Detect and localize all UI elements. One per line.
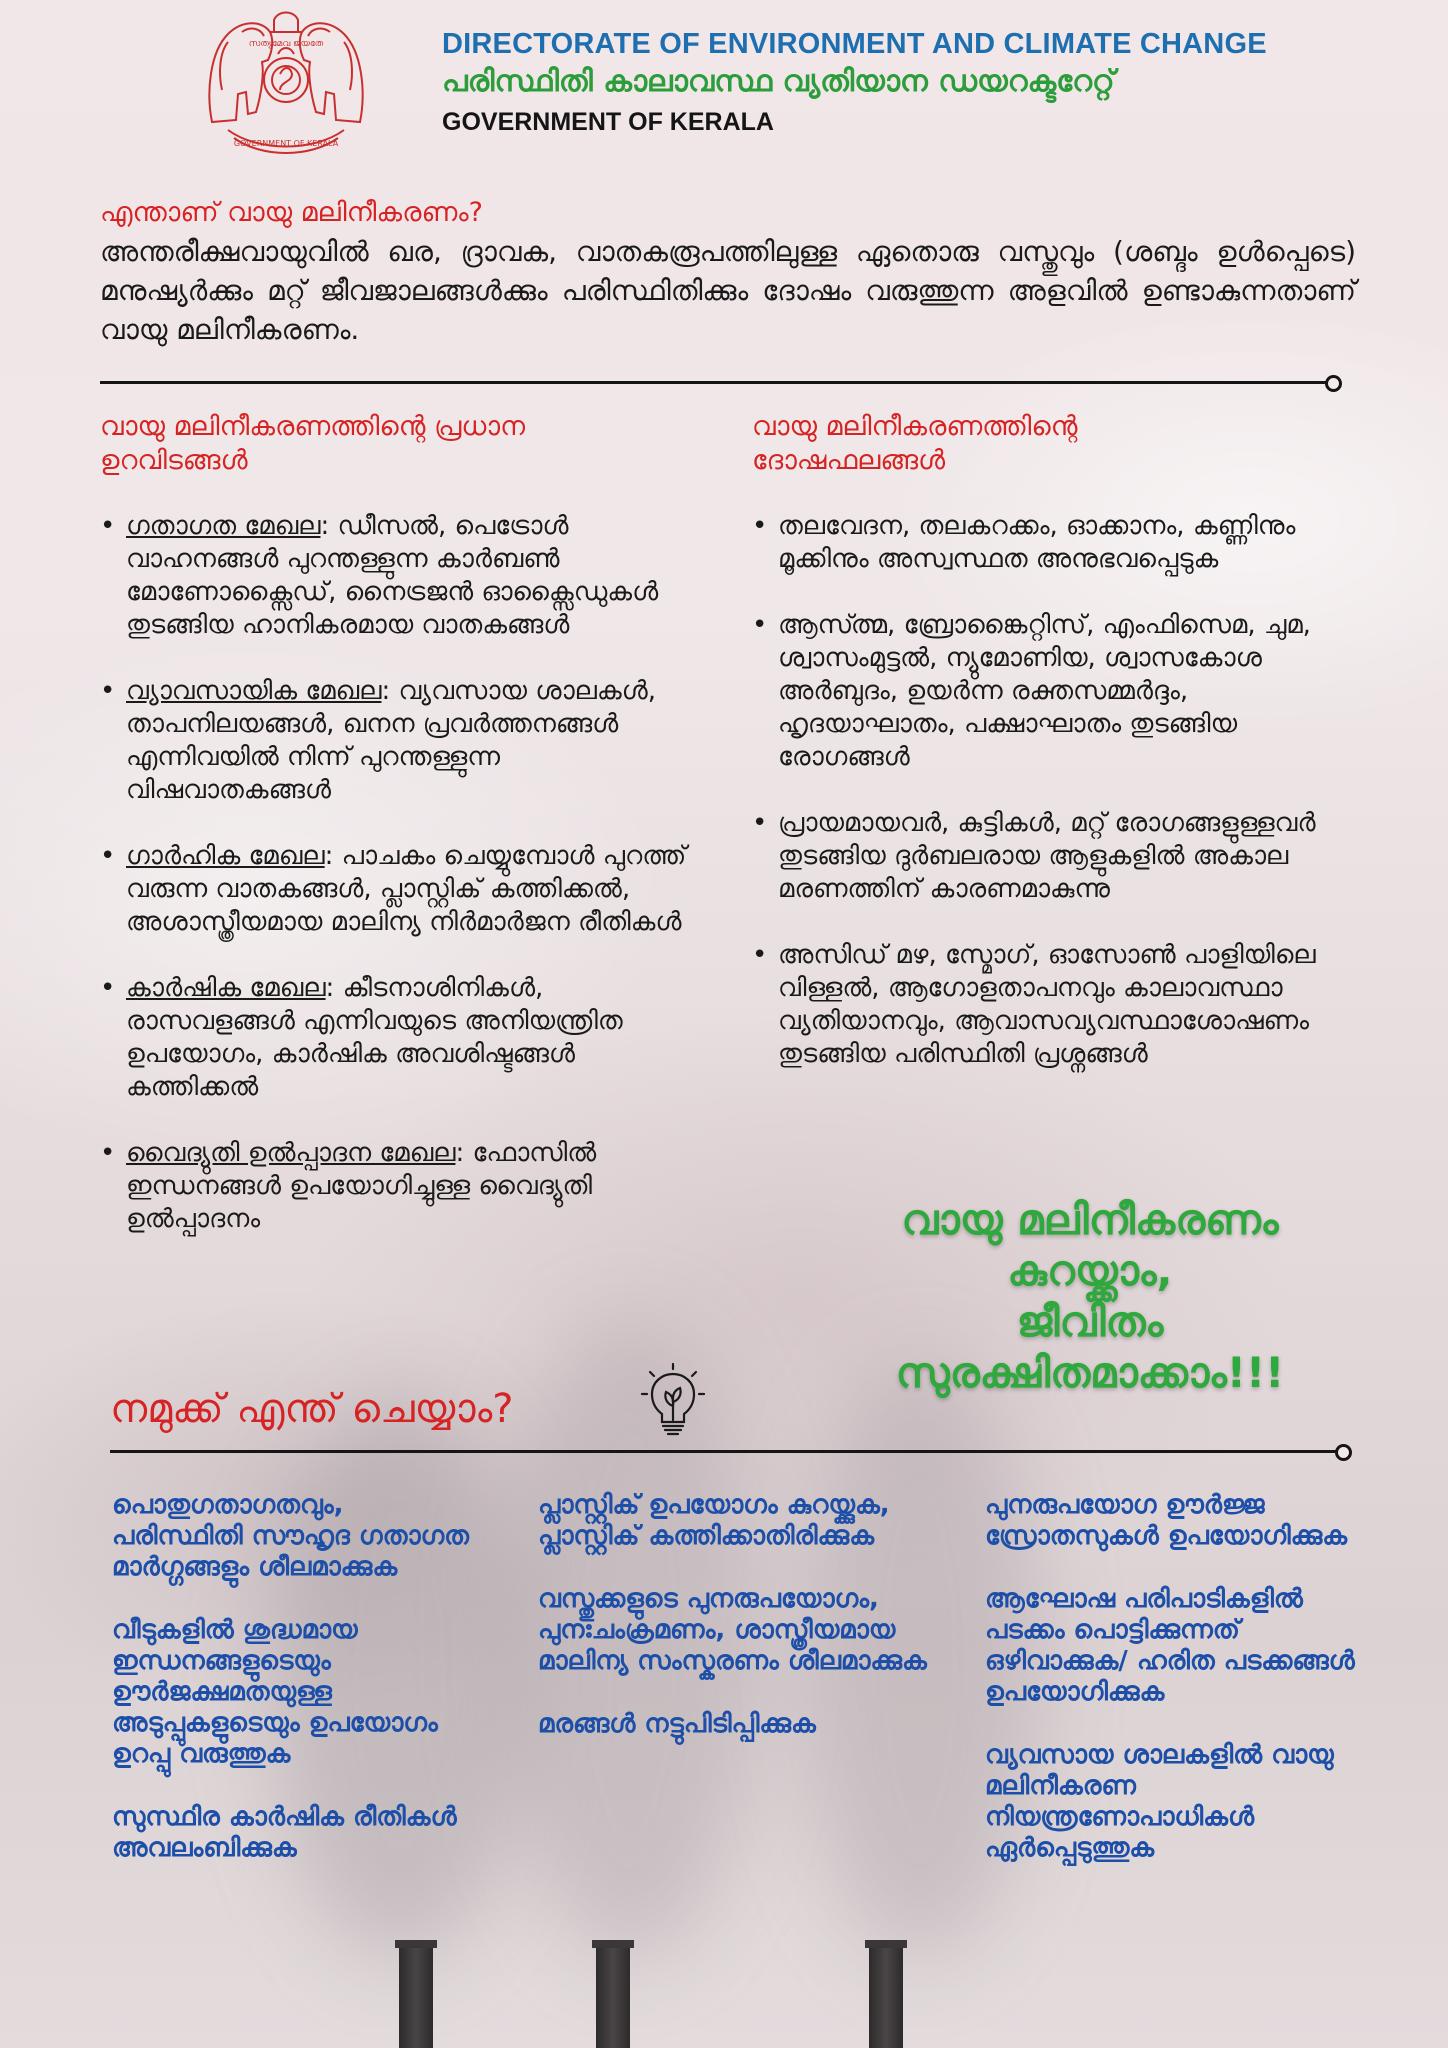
chimney: [399, 1940, 433, 2048]
action-item: മരങ്ങൾ നട്ടുപിടിപ്പിക്കുക: [538, 1709, 816, 1739]
list-item: • തലവേദന, തലകറക്കം, ഓക്കാനം, കണ്ണിനും മൂക്കിനും അസ്വസ്ഥത അനുഭവപ്പെടുക: [752, 510, 1372, 576]
source-term: ഗതാഗത മേഖല: [126, 511, 321, 541]
list-item: [100, 510, 700, 642]
action-item: പൊതുഗതാഗതവും, പരിസ്ഥിതി സൗഹൃദ ഗതാഗത മാർഗ്ഗങ്ങളും ശീലമാക്കുക: [112, 1490, 469, 1582]
svg-text:GOVERNMENT OF KERALA: GOVERNMENT OF KERALA: [233, 139, 339, 148]
what-can-we-do-heading: നമുക്ക് എന്ത് ചെയ്യാം?: [110, 1386, 514, 1432]
source-text: : പാചകം ചെയ്യുമ്പോൾ പുറത്ത് വരുന്ന വാതകങ്ങൾ, പ്ലാസ്റ്റിക് കത്തിക്കൽ, അശാസ്ത്രീയമായ മാലിന്യ നിർമാർജന രീതികൾ: [126, 841, 687, 937]
actions-column-2: [538, 1490, 938, 1772]
chimney: [596, 1940, 630, 2048]
slogan-line3: ജീവിതം: [1016, 1297, 1164, 1346]
section-divider: [100, 381, 1332, 384]
intro-text: അന്തരീക്ഷവായുവിൽ ഖര, ദ്രാവക, വാതകരൂപത്തിലുള്ള ഏതൊരു വസ്തുവും (ശബ്ദം ഉൾപ്പെടെ) മനുഷ്യർക്കും മറ്റ് ജീവജാലങ്ങൾക്കും പരിസ്ഥിതിക്കും ദോഷം വരുത്തുന്ന അളവിൽ ഉണ്ടാകുന്നതാണ് വായു മലിനീകരണം.: [100, 235, 1356, 346]
section-divider: [110, 1450, 1342, 1453]
list-item: [100, 840, 700, 939]
svg-text:സത്യമേവ ജയതേ: സത്യമേവ ജയതേ: [248, 39, 324, 49]
list-item: [100, 972, 700, 1104]
effects-list: [752, 510, 1372, 1104]
slogan-line2: കുറയ്ക്കാം,: [1007, 1246, 1173, 1295]
source-text: : ഫോസിൽ ഇന്ധനങ്ങൾ ഉപയോഗിച്ചുള്ള വൈദ്യുതി ഉൽപ്പാദനം: [126, 1138, 597, 1234]
source-text: : വ്യവസായ ശാലകൾ, താപനിലയങ്ങൾ, ഖനന പ്രവർത്തനങ്ങൾ എന്നിവയിൽ നിന്ന് പുറന്തള്ളുന്ന വിഷവാതകങ്ങൾ: [126, 676, 657, 805]
sources-list: [100, 510, 700, 1269]
effects-heading-line1: വായു മലിനീകരണത്തിന്റെ: [752, 411, 1078, 442]
effects-heading-line2: ദോഷഫലങ്ങൾ: [752, 445, 946, 476]
directorate-title-english: DIRECTORATE OF ENVIRONMENT AND CLIMATE CHANGE: [442, 28, 1267, 60]
action-item: വസ്തുക്കളുടെ പുനരുപയോഗം, പുനഃചംക്രമണം, ശാസ്ത്രീയമായ മാലിന്യ സംസ്കരണം ശീലമാക്കുക: [538, 1584, 927, 1676]
action-item: ആഘോഷ പരിപാടികളിൽ പടക്കം പൊട്ടിക്കുന്നത് ഒഴിവാക്കുക/ ഹരിത പടക്കങ്ങൾ ഉപയോഗിക്കുക: [985, 1584, 1355, 1707]
source-term: വൈദ്യുതി ഉൽപ്പാദന മേഖല: [126, 1138, 456, 1168]
list-item: • പ്രായമായവർ, കുട്ടികൾ, മറ്റ് രോഗങ്ങളുള്ളവർ തുടങ്ങിയ ദുർബലരായ ആളുകളിൽ അകാല മരണത്തിന് കാരണമാകുന്നു: [752, 807, 1372, 906]
action-item: വ്യവസായ ശാലകളിൽ വായു മലിനീകരണ നിയന്ത്രണോപാധികൾ ഏർപ്പെടുത്തുക: [985, 1740, 1334, 1863]
header: [0, 0, 1448, 170]
list-item: [100, 1137, 700, 1236]
list-item: • അസിഡ് മഴ, സ്മോഗ്, ഓസോൺ പാളിയിലെ വിള്ളൽ, ആഗോളതാപനവും കാലാവസ്ഥാ വ്യതിയാനവും, ആവാസവ്യവസ്ഥാശോഷണം തുടങ്ങിയ പരിസ്ഥിതി പ്രശ്നങ്ങൾ: [752, 939, 1372, 1071]
source-term: ഗാർഹിക മേഖല: [126, 841, 325, 871]
action-item: പ്ലാസ്റ്റിക് ഉപയോഗം കുറയ്ക്കുക, പ്ലാസ്റ്റിക് കത്തിക്കാതിരിക്കുക: [538, 1490, 890, 1551]
directorate-title-malayalam: പരിസ്ഥിതി കാലാവസ്ഥ വ്യതിയാന ഡയറക്ടറേറ്റ്: [442, 64, 1115, 99]
list-item: [100, 675, 700, 807]
actions-column-1: [112, 1490, 472, 1896]
source-term: കാർഷിക മേഖല: [126, 973, 326, 1003]
effects-heading: [752, 410, 1077, 478]
source-text: : ഡീസൽ, പെട്രോൾ വാഹനങ്ങൾ പുറന്തള്ളുന്ന കാർബൺ മോണോക്സൈഡ്, നൈട്രജൻ ഓക്സൈഡുകൾ തുടങ്ങിയ ഹാനികരമായ വാതകങ്ങൾ: [126, 511, 659, 640]
list-item: • ആസ്ത്മ, ബ്രോങ്കൈറ്റിസ്, എംഫിസെമ, ചുമ, ശ്വാസംമുട്ടൽ, ന്യുമോണിയ, ശ്വാസകോശ അർബുദം, ഉയർന്ന രക്തസമ്മർദ്ദം, ഹൃദയാഘാതം, പക്ഷാഘാതം തുടങ്ങിയ രോഗങ്ങൾ: [752, 609, 1372, 774]
action-item: വീടുകളിൽ ശുദ്ധമായ ഇന്ധനങ്ങളുടെയും ഊർജക്ഷമതയുള്ള അടുപ്പുകളുടെയും ഉപയോഗം ഉറപ്പു വരുത്തുക: [112, 1615, 438, 1769]
sources-heading-line2: ഉറവിടങ്ങൾ: [100, 445, 248, 476]
action-item: സുസ്ഥിര കാർഷിക രീതികൾ അവലംബിക്കുക: [112, 1802, 457, 1863]
lightbulb-icon: [640, 1362, 706, 1440]
slogan-line1: വായു മലിനീകരണം: [901, 1195, 1279, 1244]
intro-heading: എന്താണ് വായു മലിനീകരണം?: [100, 197, 483, 228]
sources-heading-line1: വായു മലിനീകരണത്തിന്റെ പ്രധാന: [100, 411, 526, 442]
actions-column-3: [985, 1490, 1385, 1896]
source-text: : കീടനാശിനികൾ, രാസവളങ്ങൾ എന്നിവയുടെ അനിയന്ത്രിത ഉപയോഗം, കാർഷിക അവശിഷ്ടങ്ങൾ കത്തിക്കൽ: [126, 973, 623, 1102]
kerala-government-emblem-icon: [198, 2, 374, 160]
sources-heading: [100, 410, 525, 478]
slogan-line4: സുരക്ഷിതമാക്കാം!!!: [895, 1348, 1285, 1397]
chimney: [869, 1940, 903, 2048]
action-item: പുനരുപയോഗ ഊർജ്ജ സ്രോതസുകൾ ഉപയോഗിക്കുക: [985, 1490, 1348, 1551]
slogan: [790, 1194, 1390, 1398]
government-label: GOVERNMENT OF KERALA: [442, 108, 774, 136]
source-term: വ്യാവസായിക മേഖല: [126, 676, 382, 706]
